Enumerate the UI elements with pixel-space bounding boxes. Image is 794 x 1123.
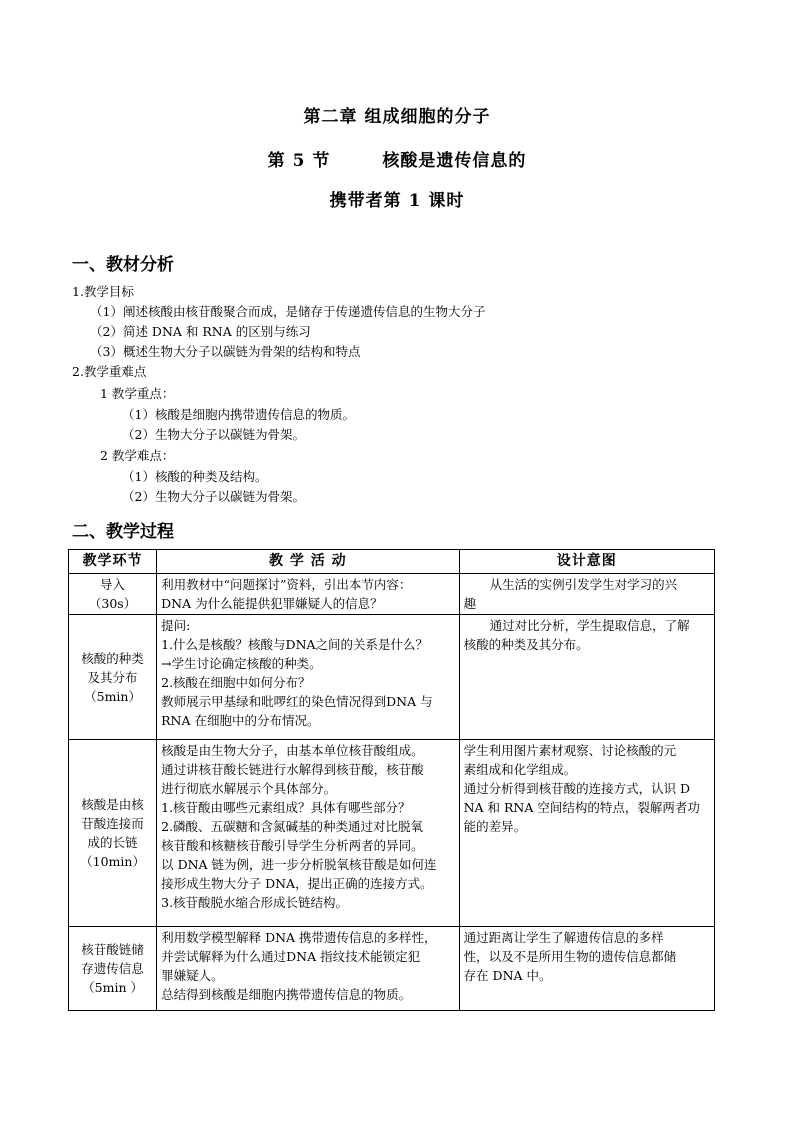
goal-item: （3）概述生物大分子以碳链为骨架的结构和特点 — [90, 344, 361, 359]
header-activity: 教 学 活 动 — [157, 550, 459, 574]
section-number: 第 5 节 — [267, 151, 331, 171]
activity-cell: 利用数学模型解释 DNA 携带遗传信息的多样性， 并尝试解释为什么通过DNA 指纹技术能锁定犯 罪嫌疑人。 总结得到核酸是细胞内携带遗传信息的物质。 — [157, 927, 459, 1011]
activity-cell: 利用教材中“问题探讨”资料，引出本节内容： DNA 为什么能提供犯罪嫌疑人的信息？ — [157, 574, 459, 615]
goal-item: （2）简述 DNA 和 RNA 的区别与练习 — [90, 324, 311, 339]
heading-teaching-process: 二、教学过程 — [72, 522, 174, 542]
focus-item: （2）生物大分子以碳链为骨架。 — [122, 427, 305, 442]
difficulty-label: 2 教学难点： — [100, 448, 175, 463]
step-cell: 核酸的种类 及其分布 （5min） — [69, 615, 157, 740]
step-cell: 核酸是由核 苷酸连接而 成的长链 （10min） — [69, 740, 157, 927]
table-row — [69, 740, 715, 927]
header-step: 教学环节 — [69, 550, 157, 574]
goals-label: 1.教学目标 — [72, 284, 134, 299]
table-row — [69, 574, 715, 615]
section-title — [0, 146, 794, 171]
intent-cell: 通过距离让学生了解遗传信息的多样 性，以及不是所用生物的遗传信息都储 存在 DNA 中。 — [459, 927, 714, 1011]
activity-cell: 核酸是由生物大分子，由基本单位核苷酸组成。 通过讲核苷酸长链进行水解得到核苷酸，核苷酸 进行彻底水解展示个具体部分。 1.核苷酸由哪些元素组成？具体有哪些部分？ 2.磷酸、五碳糖和含氮碱基的种类通过对比脱氧 核苷酸和核糖核苷酸引导学生分析两者的异同。 以 DNA 链为例，进一步分析脱氧核苷酸是如何连 接形成生物大分子 DNA，提出正确的连接方式。 3.核苷酸脱水缩合形成长链结构。 — [157, 740, 459, 927]
step-cell: 核苷酸链储 存遗传信息 （5min ） — [69, 927, 157, 1011]
section-title-part1: 核酸是遗传信息的 — [382, 151, 527, 171]
difficulty-item: （1）核酸的种类及结构。 — [122, 469, 268, 484]
teaching-process-table — [68, 549, 715, 1011]
chapter-title: 第二章 组成细胞的分子 — [303, 107, 491, 127]
intent-cell: 从生活的实例引发学生对学习的兴 趣 — [459, 574, 714, 615]
difficulty-item: （2）生物大分子以碳链为骨架。 — [122, 489, 305, 504]
focus-item: （1）核酸是细胞内携带遗传信息的物质。 — [122, 407, 355, 422]
goal-item: （1）阐述核酸由核苷酸聚合而成，是储存于传递遗传信息的生物大分子 — [90, 304, 486, 319]
table-header-row — [69, 550, 715, 574]
header-intent: 设计意图 — [459, 550, 714, 574]
step-cell: 导入 （30s） — [69, 574, 157, 615]
heading-material-analysis: 一、教材分析 — [72, 255, 174, 275]
table-row — [69, 927, 715, 1011]
table-row — [69, 615, 715, 740]
focus-label: 1 教学重点： — [100, 386, 175, 401]
intent-cell: 学生利用图片素材观察、讨论核酸的元 素组成和化学组成。 通过分析得到核苷酸的连接方式，认识 D NA 和 RNA 空间结构的特点，裂解两者功 能的差异。 — [459, 740, 714, 927]
section-title-part2: 携带者第 1 课时 — [329, 191, 465, 211]
activity-cell: 提问: 1.什么是核酸？核酸与DNA之间的关系是什么？ →学生讨论确定核酸的种类。 2.核酸在细胞中如何分布？ 教师展示甲基绿和吡啰红的染色情况得到DNA 与 RNA 在细胞中的分布情况。 — [157, 615, 459, 740]
intent-cell: 通过对比分析，学生提取信息，了解 核酸的种类及其分布。 — [459, 615, 714, 740]
keypoints-label: 2.教学重难点 — [72, 364, 147, 379]
